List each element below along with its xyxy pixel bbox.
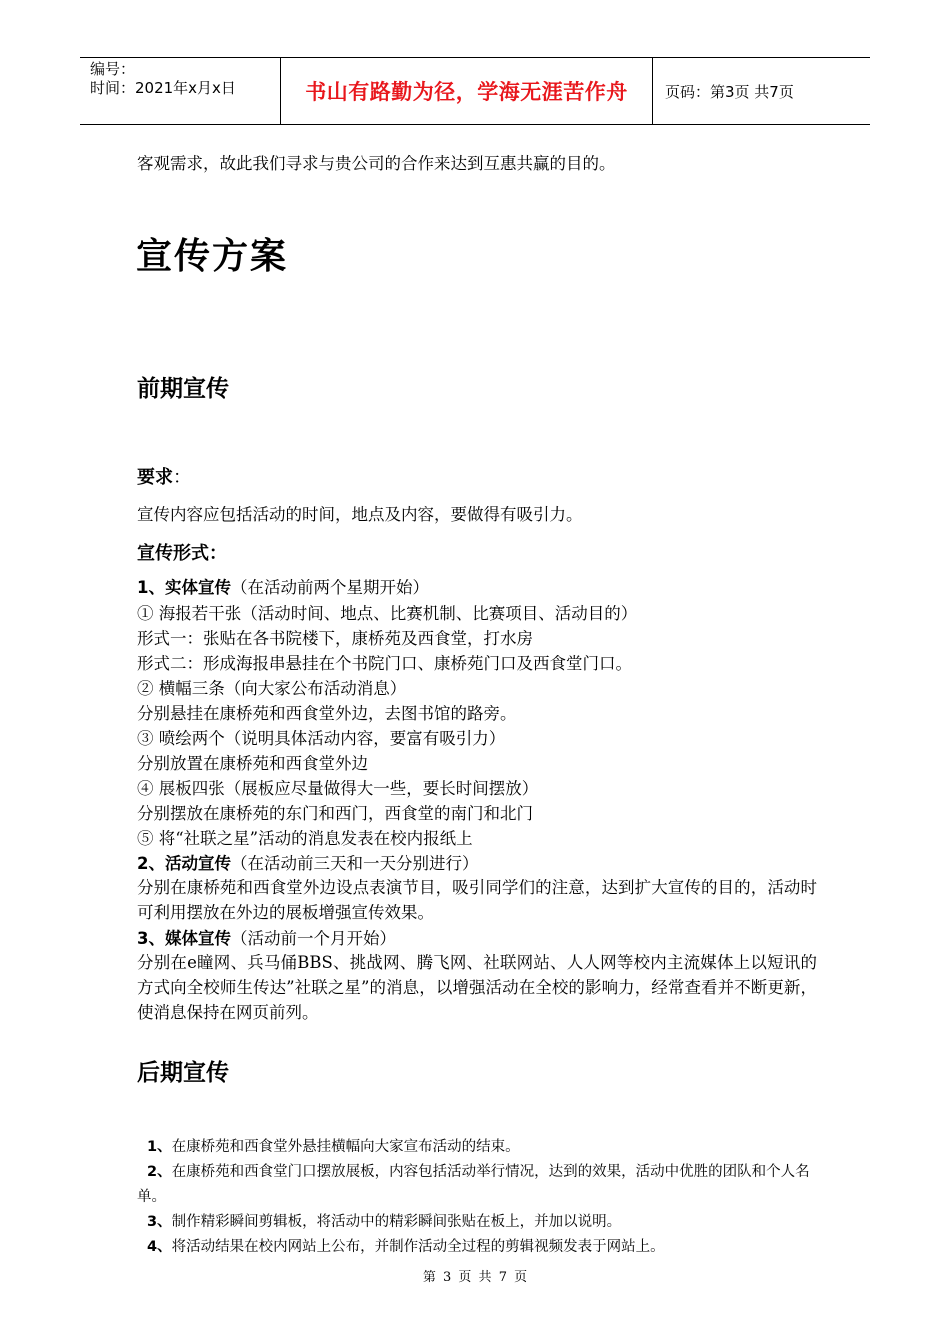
late-list [137, 1135, 817, 1260]
page-title: 宣传方案 [136, 236, 289, 277]
document-number-label: 编号： [90, 60, 136, 78]
late-item [137, 1160, 817, 1210]
header-motto: 书山有路勤为径，学海无涯苦作舟 [281, 58, 653, 124]
late-item-number: 2、 [147, 1164, 172, 1180]
item-4: ④ 展板四张（展板应尽量做得大一些，要长时间摆放） [137, 779, 539, 798]
item-4-detail: 分别摆放在康桥苑的东门和西门，西食堂的南门和北门 [137, 804, 533, 823]
late-item-text: 制作精彩瞬间剪辑板，将活动中的精彩瞬间张贴在板上，并加以说明。 [171, 1214, 622, 1230]
item-2: ② 横幅三条（向大家公布活动消息） [137, 679, 407, 698]
item-5: ⑤ 将“社联之星”活动的消息发表在校内报纸上 [137, 829, 473, 848]
requirements-label: 要求 [137, 467, 173, 488]
item-1-form-1: 形式一：张贴在各书院楼下，康桥苑及西食堂，打水房 [137, 629, 533, 648]
section-2-title [137, 850, 478, 874]
late-item-number: 3、 [147, 1214, 172, 1230]
page-footer: 第 3 页 共 7 页 [422, 1270, 528, 1285]
requirements-colon: ： [173, 467, 191, 488]
document-date: 时间：2021年x月x日 [90, 79, 236, 97]
requirements-heading [137, 463, 191, 489]
item-1: ① 海报若干张（活动时间、地点、比赛机制、比赛项目、活动目的） [137, 604, 638, 623]
late-publicity-heading: 后期宣传 [137, 1060, 229, 1086]
item-3: ③ 喷绘两个（说明具体活动内容，要富有吸引力） [137, 729, 506, 748]
late-item [137, 1235, 817, 1260]
late-item-text: 将活动结果在校内网站上公布，并制作活动全过程的剪辑视频发表于网站上。 [171, 1239, 665, 1255]
late-item [137, 1135, 817, 1160]
late-item-number: 4、 [147, 1239, 172, 1255]
late-item-text: 在康桥苑和西食堂外悬挂横幅向大家宣布活动的结束。 [171, 1139, 520, 1155]
section-2-note: （在活动前三天和一天分别进行） [230, 854, 479, 873]
section-1-note: （在活动前两个星期开始） [230, 578, 429, 597]
late-item [137, 1210, 817, 1235]
late-item-text: 在康桥苑和西食堂门口摆放展板，内容包括活动举行情况，达到的效果，活动中优胜的团队和个人名单。 [137, 1164, 810, 1205]
section-1-title [137, 574, 429, 598]
header-page-info: 页码：第3页 共7页 [665, 82, 794, 101]
item-1-form-2: 形式二：形成海报串悬挂在个书院门口、康桥苑门口及西食堂门口。 [137, 654, 632, 673]
page-header [80, 57, 870, 125]
intro-line: 客观需求，故此我们寻求与贵公司的合作来达到互惠共赢的目的。 [137, 154, 616, 173]
section-1-bold: 1、实体宣传 [137, 578, 231, 597]
requirements-text: 宣传内容应包括活动的时间，地点及内容，要做得有吸引力。 [137, 505, 583, 524]
section-3-bold: 3、媒体宣传 [137, 929, 231, 948]
section-2-text: 分别在康桥苑和西食堂外边设点表演节目，吸引同学们的注意，达到扩大宣传的目的，活动时可利用摆放在外边的展板增强宣传效果。 [137, 878, 817, 922]
early-publicity-heading: 前期宣传 [137, 376, 229, 402]
header-meta [80, 58, 281, 124]
section-2-bold: 2、活动宣传 [137, 854, 231, 873]
section-3-title [137, 925, 396, 949]
section-3-text: 分别在e瞳网、兵马俑BBS、挑战网、腾飞网、社联网站、人人网等校内主流媒体上以短讯的方式向全校师生传达”社联之星”的消息，以增强活动在全校的影响力，经常查看并不断更新，使消息保持在网页前列。 [137, 953, 817, 1022]
item-2-detail: 分别悬挂在康桥苑和西食堂外边，去图书馆的路旁。 [137, 704, 517, 723]
publicity-form-heading: 宣传形式： [137, 543, 227, 564]
late-item-number: 1、 [147, 1139, 172, 1155]
section-3-note: （活动前一个月开始） [230, 929, 396, 948]
item-3-detail: 分别放置在康桥苑和西食堂外边 [137, 754, 368, 773]
